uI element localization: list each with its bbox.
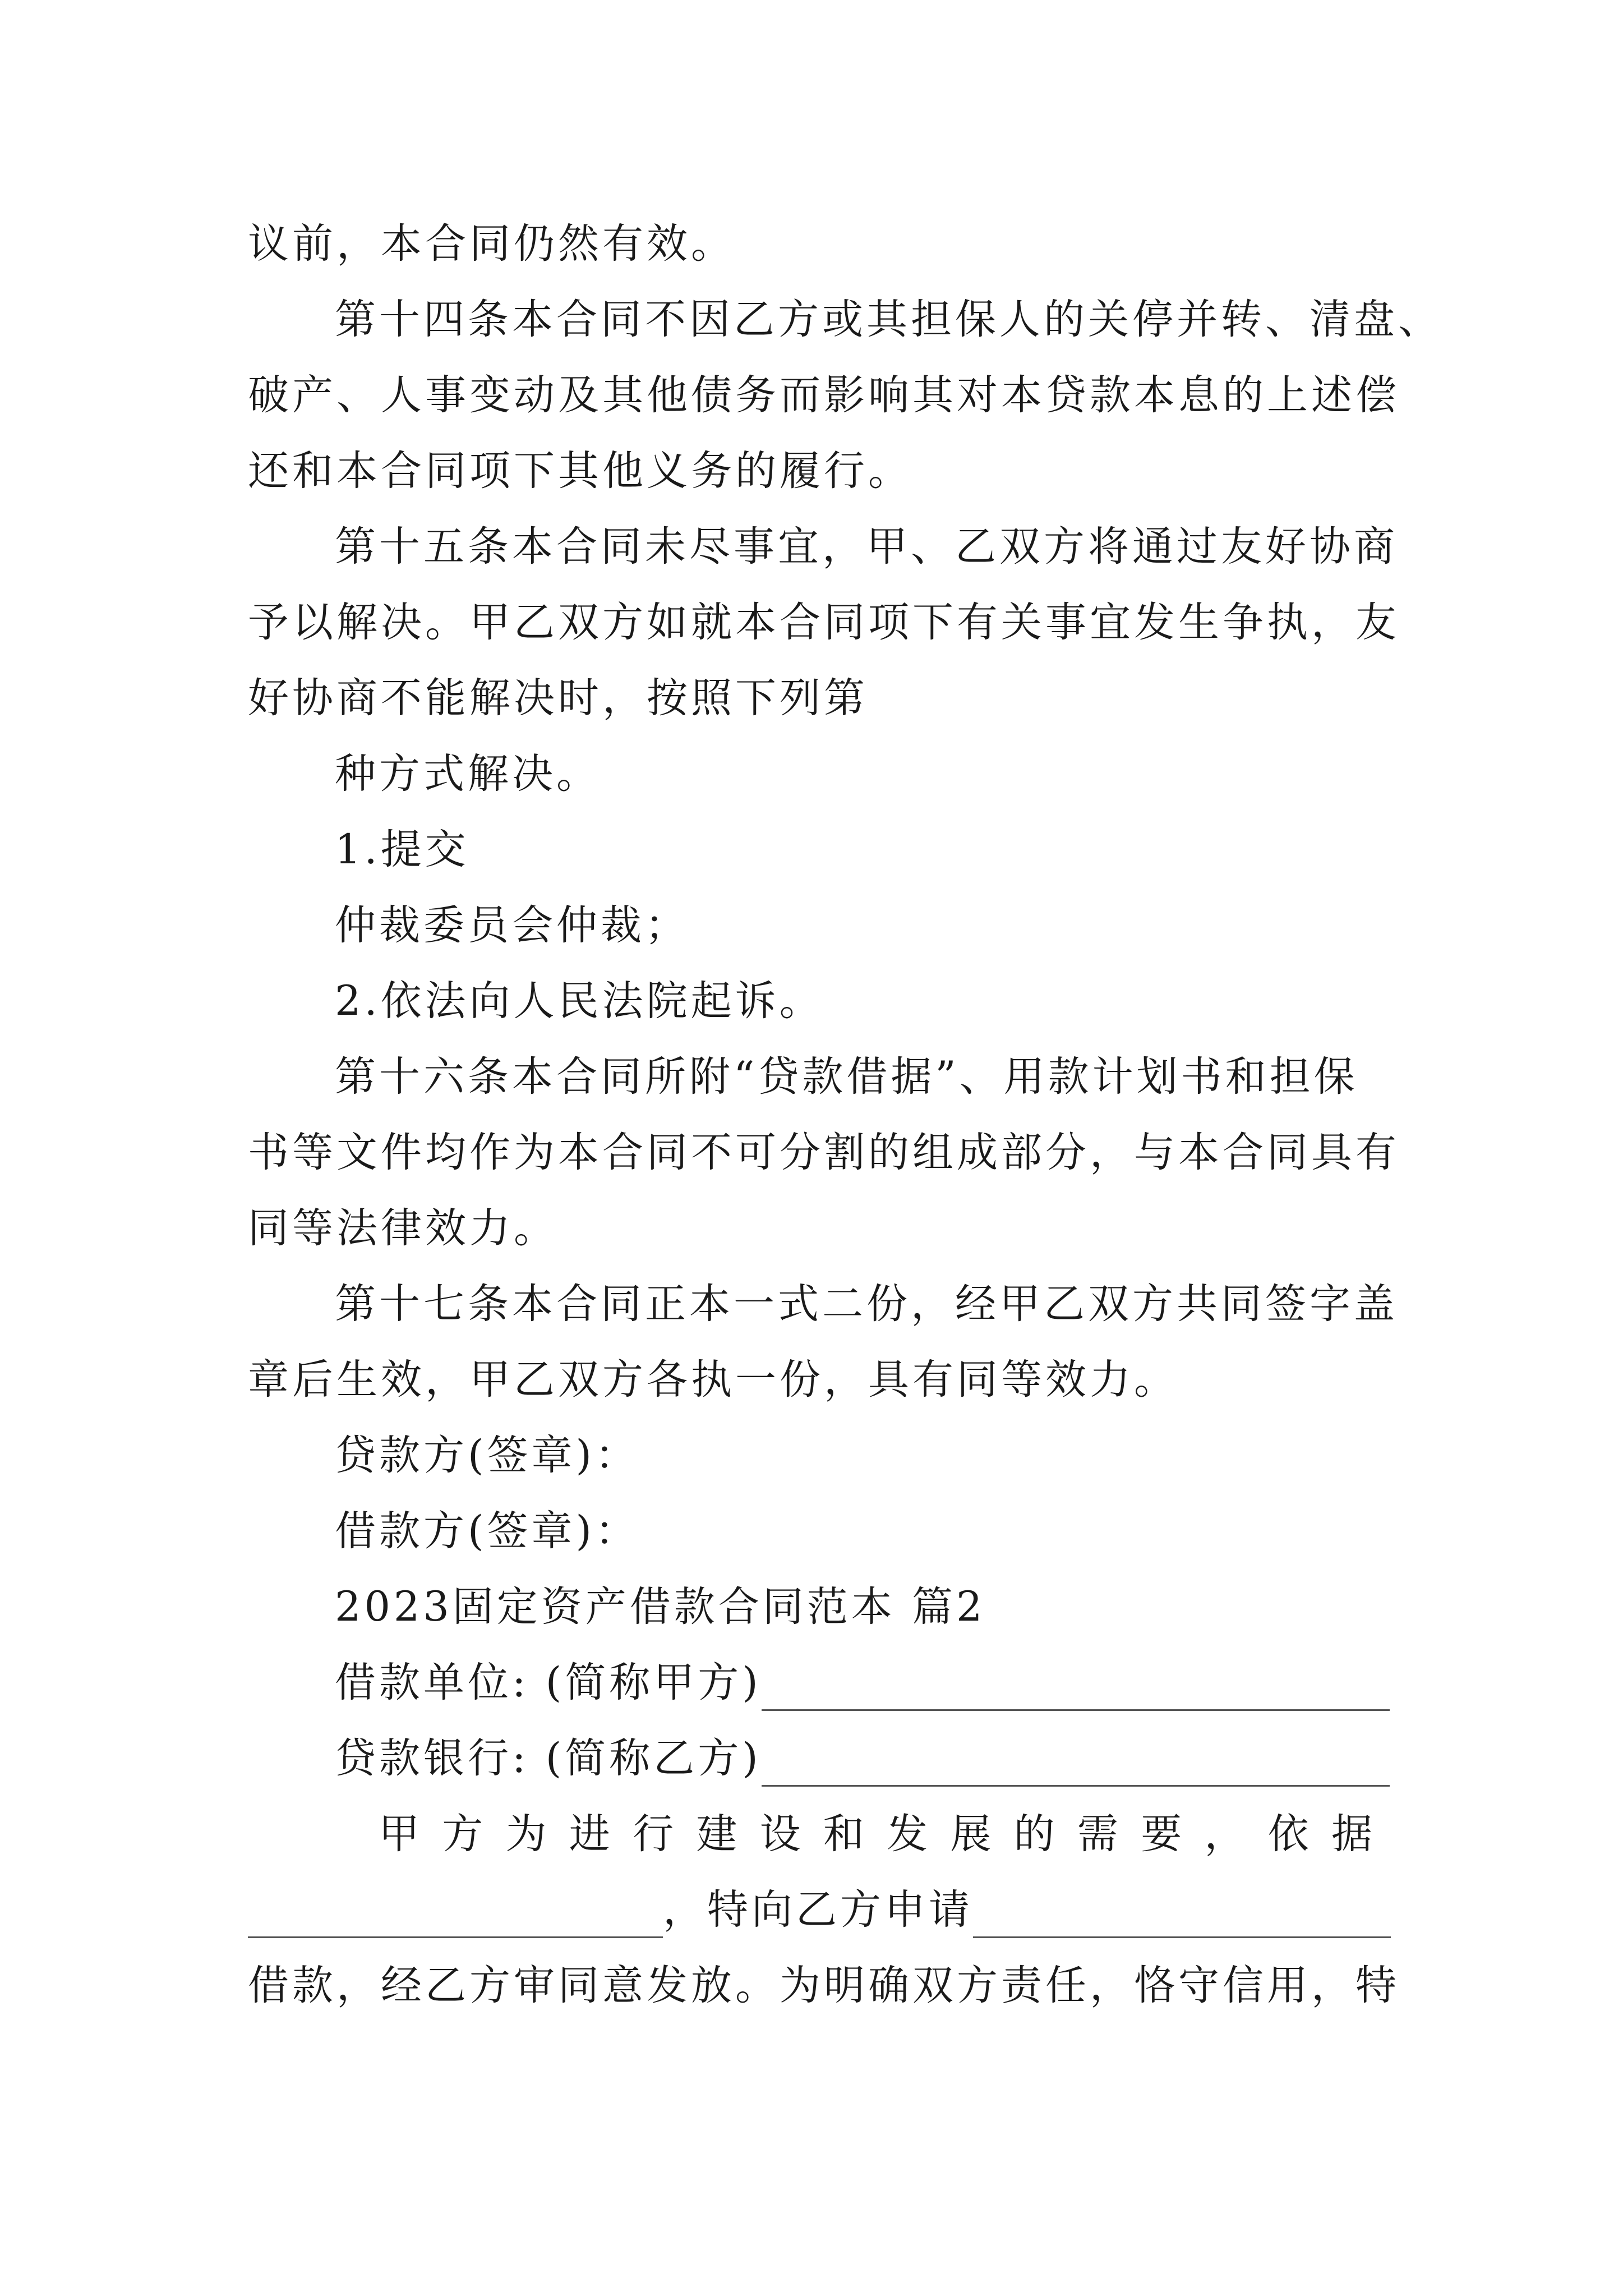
char: 行 [633,1810,674,1858]
clause-16-line-1: 第十六条本合同所附“贷款借据”、用款计划书和担保 [335,1053,1358,1101]
char: 和 [823,1810,864,1858]
borrower-signature-label: 借款方(签章)： [335,1507,639,1555]
borrower-blank[interactable] [762,1676,1390,1711]
lender-blank[interactable] [762,1751,1390,1787]
clause-17-line-2: 章后生效，甲乙双方各执一份，具有同等效力。 [248,1356,1178,1404]
clause-14-line-1: 第十四条本合同不因乙方或其担保人的关停并转、清盘、 [335,296,1442,343]
char: 发 [887,1810,928,1858]
clause-17-line-1: 第十七条本合同正本一式二份，经甲乙双方共同签字盖 [335,1280,1398,1328]
lender-row [335,1731,1390,1787]
char: 甲 [379,1810,419,1858]
char: 需 [1077,1810,1118,1858]
char: 建 [696,1810,737,1858]
clause-14-line-3: 还和本合同项下其他义务的履行。 [248,447,912,495]
char: 据 [1331,1810,1372,1858]
clause-15-line-1: 第十五条本合同未尽事宜，甲、乙双方将通过友好协商 [335,523,1398,570]
char: 要 [1141,1810,1182,1858]
char: 方 [442,1810,483,1858]
text-line: 仲裁委员会仲裁； [335,901,689,949]
apply-label: ，特向乙方申请 [663,1886,973,1934]
clause-14-line-2: 破产、人事变动及其他债务而影响其对本贷款本息的上述偿 [248,371,1400,419]
text-line: 借款，经乙方审同意发放。为明确双方责任，恪守信用，特 [248,1962,1400,2009]
clause-16-line-3: 同等法律效力。 [248,1204,558,1252]
char: 依 [1267,1810,1309,1858]
clause-15-line-2: 予以解决。甲乙双方如就本合同项下有关事宜发生争执，友 [248,599,1400,646]
char: 进 [569,1810,610,1858]
borrower-row [335,1655,1390,1711]
basis-blank[interactable] [248,1903,663,1938]
lender-signature-label: 贷款方(签章)： [335,1432,639,1479]
text-line: 议前，本合同仍然有效。 [248,220,735,268]
clause-16-line-2: 书等文件均作为本合同不可分割的组成部分，与本合同具有 [248,1129,1400,1176]
option-1: 1.提交 [335,826,469,873]
clause-15-line-3: 好协商不能解决时，按照下列第 [248,674,868,722]
char: 展 [950,1810,992,1858]
apply-row [248,1882,1391,1938]
text-line: 种方式解决。 [335,750,601,798]
amount-blank[interactable] [973,1903,1391,1938]
borrower-label: 借款单位: (简称甲方) [335,1659,762,1706]
char: 为 [505,1810,547,1858]
purpose-line [379,1806,1372,1862]
char: 的 [1013,1810,1055,1858]
char: 设 [759,1810,801,1858]
section-heading: 2023固定资产借款合同范本 篇2 [335,1583,986,1631]
option-2: 2.依法向人民法院起诉。 [335,977,824,1025]
lender-label: 贷款银行: (简称乙方) [335,1734,762,1782]
char: ， [1204,1810,1246,1858]
